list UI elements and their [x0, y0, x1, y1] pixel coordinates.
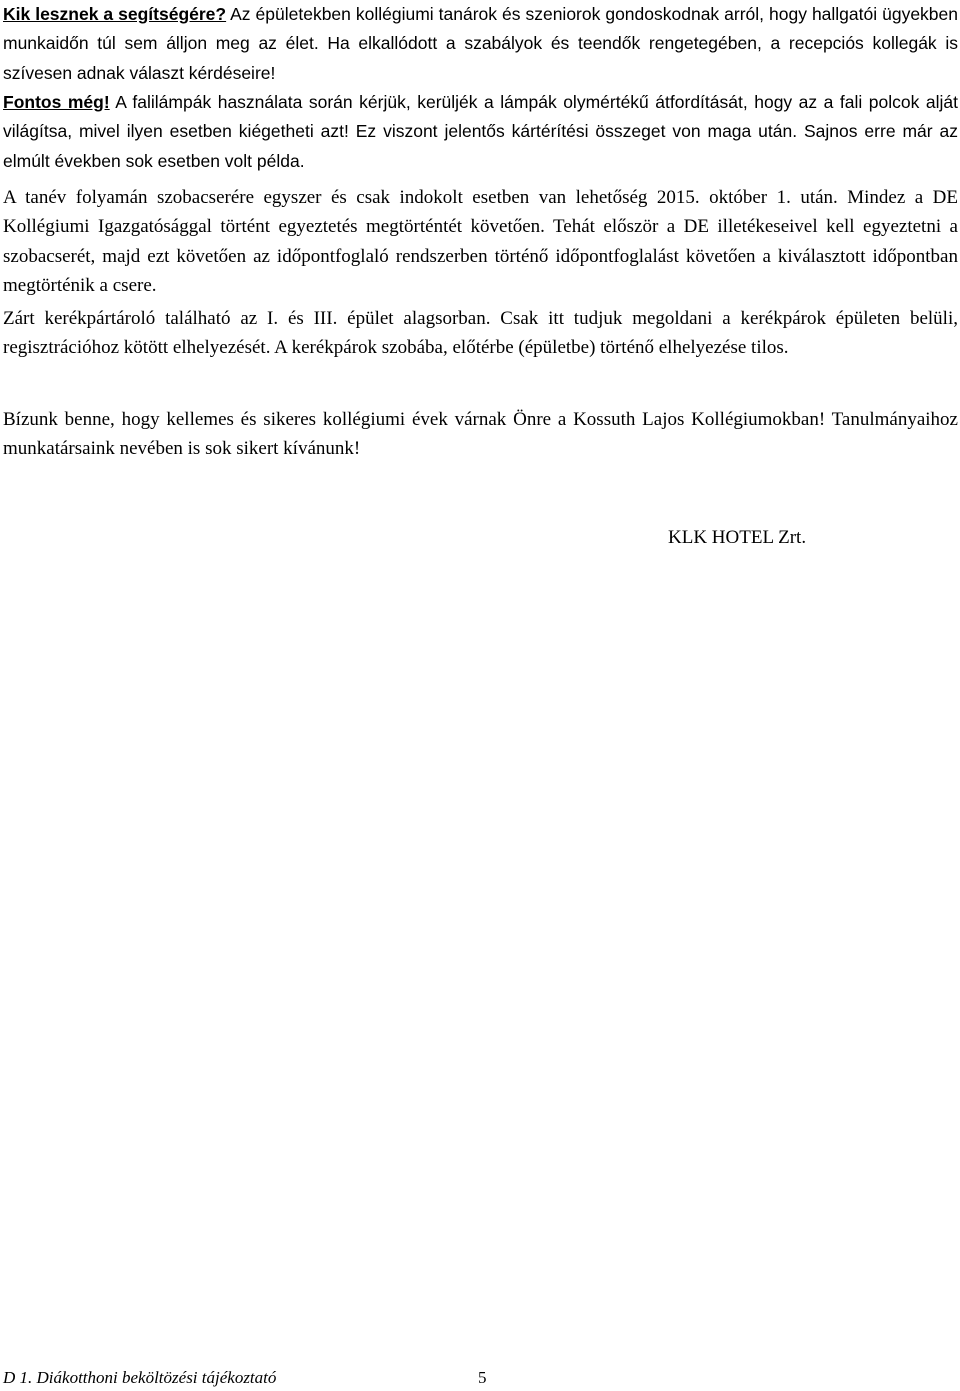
helpers-paragraph — [3, 0, 958, 88]
important-paragraph — [3, 88, 958, 176]
footer-title: D 1. Diákotthoni beköltözési tájékoztató — [3, 1368, 277, 1387]
room-change-paragraph: A tanév folyamán szobacserére egyszer és csak indokolt esetben van lehetőség 2015. október 1. után. Mindez a DE Kollégiumi Igazgatósággal történt egyeztetés megtörténtét követően. Tehát először a DE illetékeseivel kell egyeztetni a szobacserét, majd ezt követően az időpontfoglaló rendszerben történő időpontfoglalást követően a kiválasztott időpontban megtörténik a csere. — [3, 187, 958, 297]
reception-text: Ha elkallódott a szabályok és teendők rengetegében, a recepciós kollegák is szívesen adnak választ kérdéseire! — [3, 33, 958, 83]
bicycle-storage-paragraph: Zárt kerékpártároló található az I. és III. épület alagsorban. Csak itt tudjuk megoldani a kerékpárok épületen belüli, regisztrációhoz kötött elhelyezését. A kerékpárok szobába, előtérbe (épületbe) történő elhelyezése tilos. — [3, 308, 958, 359]
lamp-warning-text: A falilámpák használata során kérjük, kerüljék a lámpák olymértékű átfordítását, hogy az a fali polcok alját világítsa, mivel ilyen esetben kiégetheti azt! Ez viszont jelentős kártérítési összeget von maga után. Sajnos erre már az elmúlt években sok esetben volt példa. — [3, 92, 959, 171]
helpers-text: Az épületekben kollégiumi tanárok és szeniorok gondoskodnak arról, hogy hallgatói ügyekben munkaidőn túl sem álljon meg az élet. — [3, 4, 959, 54]
helpers-heading: Kik lesznek a segítségére? — [3, 4, 227, 24]
important-heading: Fontos még! — [3, 92, 110, 112]
signature: KLK HOTEL Zrt. — [668, 527, 807, 548]
closing-paragraph: Bízunk benne, hogy kellemes és sikeres kollégiumi évek várnak Önre a Kossuth Lajos Kollégiumokban! Tanulmányaihoz munkatársaink nevében is sok sikert kívánunk! — [3, 409, 958, 460]
page-number: 5 — [478, 1368, 487, 1387]
